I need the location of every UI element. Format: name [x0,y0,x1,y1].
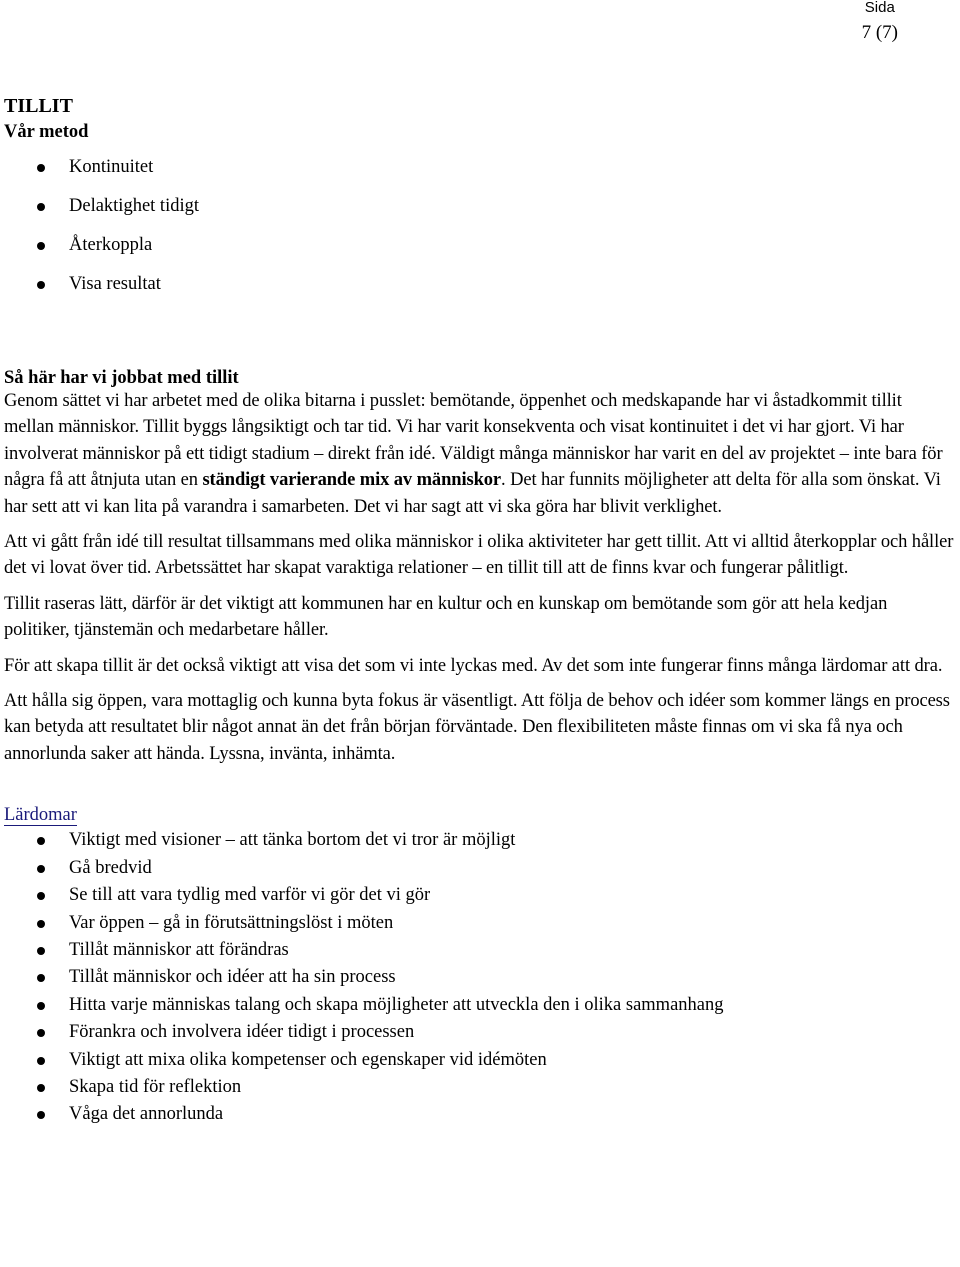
paragraph-text: . Det har funnits möjligheter att delta för alla som önskat. Vi har sett att vi kan lita på varandra i samarbeten. Det vi har sagt att vi ska göra har blivit verklighet. [4,470,941,517]
paragraph: Att vi gått från idé till resultat tillsammans med olika människor i olika aktiviteter har gett tillit. Att vi alltid återkopplar och håller det vi lovat över tid. Arbetssättet har skapat varaktiga relationer – en tillit till att de finns kvar och fungerar pålitligt. [4,532,954,579]
list-item: Våga det annorlunda [4,1101,954,1128]
list-item: Viktigt att mixa olika kompetenser och egenskaper vid idémöten [4,1047,954,1074]
list-item: Kontinuitet [4,148,954,187]
paragraph-text: Genom sättet vi har arbetet med de olika bitarna i pusslet: bemötande, öppenhet och medskapande har vi åstadkommit tillit mellan människor. Tillit byggs långsiktigt och tar tid. Vi har varit konsekventa och visat kontinuitet i det vi har gjort. Vi har involverat människor på ett tidigt stadium – direkt från idé. Väldigt många människor har varit en del av projektet – inte bara för några få att åtnjuta utan en [4,391,943,491]
list-item: Visa resultat [4,265,954,304]
page-header [862,0,898,46]
list-item: Delaktighet tidigt [4,187,954,226]
lardomar-list [4,827,954,1128]
document-body [4,92,954,1129]
paragraph: Tillit raseras lätt, därför är det viktigt att kommunen har en kultur och en kunskap om bemötande som gör att hela kedjan politiker, tjänstemän och medarbetare håller. [4,593,888,641]
list-item: Skapa tid för reflektion [4,1074,954,1101]
lardomar-heading [4,803,954,827]
section-title: TILLIT [4,95,73,117]
list-item: Tillåt människor att förändras [4,937,954,964]
lardomar-heading-text: Lärdomar [4,805,77,826]
list-item: Tillåt människor och idéer att ha sin process [4,964,954,991]
metod-list [4,148,954,304]
list-item: Gå bredvid [4,855,954,882]
page-number: 7 (7) [861,22,898,43]
emphasis-text: ständigt varierande mix av människor [202,470,502,491]
paragraph: För att skapa tillit är det också viktigt att visa det som vi inte lyckas med. Av det som inte fungerar finns många lärdomar att dra. [4,655,943,676]
paragraph: Att hålla sig öppen, vara mottaglig och kunna byta fokus är väsentligt. Att följa de behov och idéer som kommer längs en process kan betyda att resultatet blir något annat än det från början förväntade. Den flexibiliteten måste finnas om vi ska få nya och annorlunda saker att hända. Lyssna, invänta, inhämta. [4,691,950,764]
list-item: Viktigt med visioner – att tänka bortom det vi tror är möjligt [4,827,954,854]
paragraph [4,388,954,520]
list-item: Återkoppla [4,226,954,265]
page-label: Sida [864,0,895,16]
list-item: Se till att vara tydlig med varför vi gör det vi gör [4,882,954,909]
metod-heading: Vår metod [4,122,89,142]
sa-har-heading: Så här har vi jobbat med tillit [4,368,239,388]
list-item: Förankra och involvera idéer tidigt i processen [4,1019,954,1046]
list-item: Var öppen – gå in förutsättningslöst i möten [4,910,954,937]
list-item: Hitta varje människas talang och skapa möjligheter att utveckla den i olika sammanhang [4,992,954,1019]
